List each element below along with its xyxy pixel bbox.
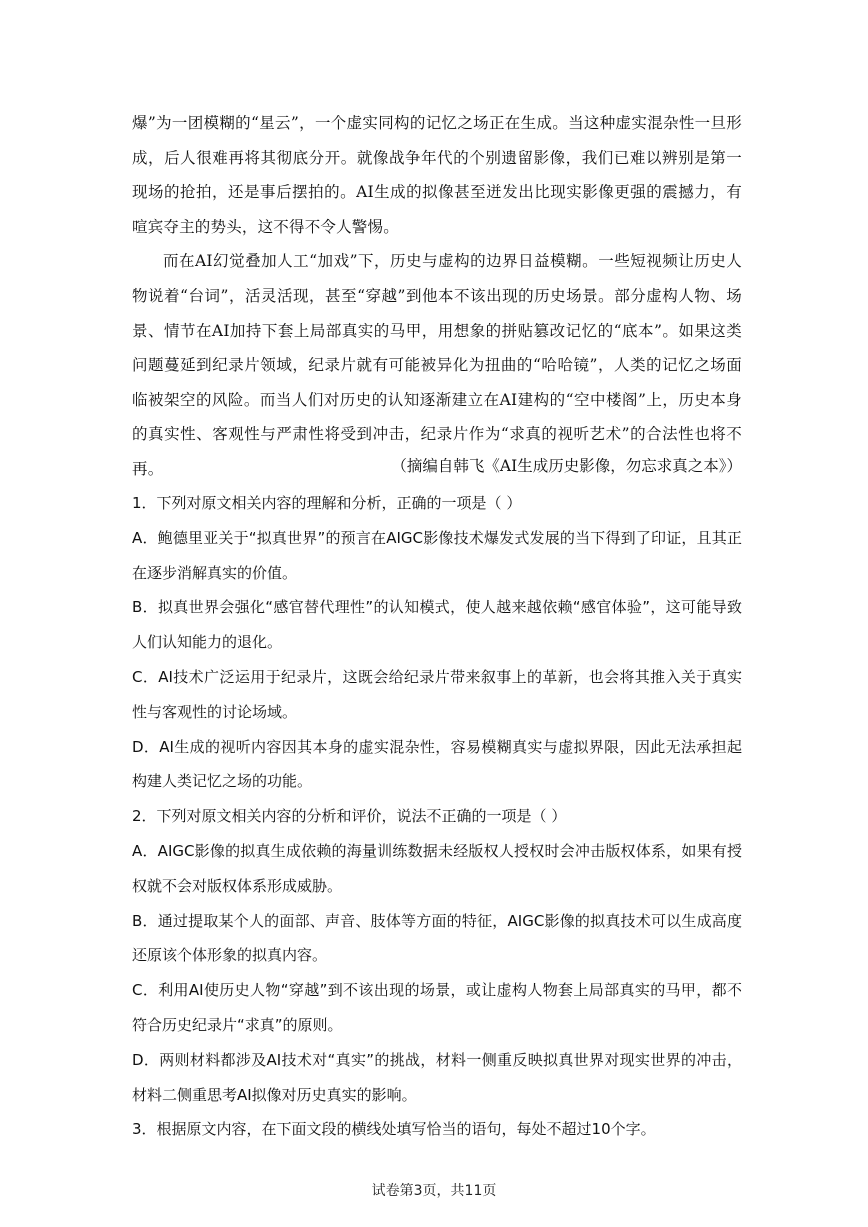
reading-passage	[132, 106, 742, 487]
question-2-option-a: A．AIGC影像的拟真生成依赖的海量训练数据未经版权人授权时会冲击版权体系，如果有授权就不会对版权体系形成威胁。	[132, 841, 742, 895]
question-1-option-d: D．AI生成的视听内容因其本身的虚实混杂性，容易模糊真实与虚拟界限，因此无法承担起构建人类记忆之场的功能。	[132, 737, 742, 791]
question-1-option-b: B．拟真世界会强化“感官替代理性”的认知模式，使人越来越依赖“感官体验”，这可能导致人们认知能力的退化。	[132, 598, 742, 652]
question-1-option-c: C．AI技术广泛运用于纪录片，这既会给纪录片带来叙事上的革新，也会将其推入关于真实性与客观性的讨论场域。	[132, 667, 742, 721]
question-1-option-a: A．鲍德里亚关于“拟真世界”的预言在AIGC影像技术爆发式发展的当下得到了印证，且其正在逐步消解真实的价值。	[132, 528, 742, 582]
question-2-option-c: C．利用AI使历史人物“穿越”到不该出现的场景，或让虚构人物套上局部真实的马甲，都不符合历史纪录片“求真”的原则。	[132, 981, 742, 1034]
question-2-option-b: B．通过提取某个人的面部、声音、肢体等方面的特征，AIGC影像的拟真技术可以生成高度还原该个体形象的拟真内容。	[132, 911, 742, 965]
question-3-stem: 3．根据原文内容，在下面文段的横线处填写恰当的语句，每处不超过10个字。	[132, 1120, 656, 1139]
question-block	[132, 486, 742, 1147]
question-1-stem: 1．下列对原文相关内容的理解和分析，正确的一项是（ ）	[132, 494, 522, 512]
page-footer: 试卷第3页，共11页	[371, 1183, 497, 1199]
passage-paragraph-2: 而在AI幻觉叠加人工“加戏”下，历史与虚构的边界日益模糊。一些短视频让历史人物说着“台词”，活灵活现，甚至“穿越”到他本不该出现的历史场景。部分虚构人物、场景、情节在AI加持下套上局部真实的马甲，用想象的拼贴篡改记忆的“底本”。如果这类问题蔓延到纪录片领域，纪录片就有可能被异化为扭曲的“哈哈镜”，人类的记忆之场面临被架空的风险。而当人们对历史的认知逐渐建立在AI建构的“空中楼阁”上，历史本身的真实性、客观性与严肃性将受到冲击，纪录片作为“求真的视听艺术”的合法性也将不再。	[132, 252, 742, 478]
question-2-option-d: D．两则材料都涉及AI技术对“真实”的挑战，材料一侧重反映拟真世界对现实世界的冲击，材料二侧重思考AI拟像对历史真实的影响。	[132, 1050, 742, 1104]
passage-source: （摘编自韩飞《AI生成历史影像，勿忘求真之本》）	[391, 457, 742, 475]
passage-paragraph-1: 爆”为一团模糊的“星云”，一个虚实同构的记忆之场正在生成。当这种虚实混杂性一旦形成，后人很难再将其彻底分开。就像战争年代的个别遗留影像，我们已难以辨别是第一现场的抢拍，还是事后摆拍的。AI生成的拟像甚至迸发出比现实影像更强的震撼力，有喧宾夺主的势头，这不得不令人警惕。	[132, 114, 742, 236]
question-2-stem: 2．下列对原文相关内容的分析和评价，说法不正确的一项是（ ）	[132, 807, 567, 826]
